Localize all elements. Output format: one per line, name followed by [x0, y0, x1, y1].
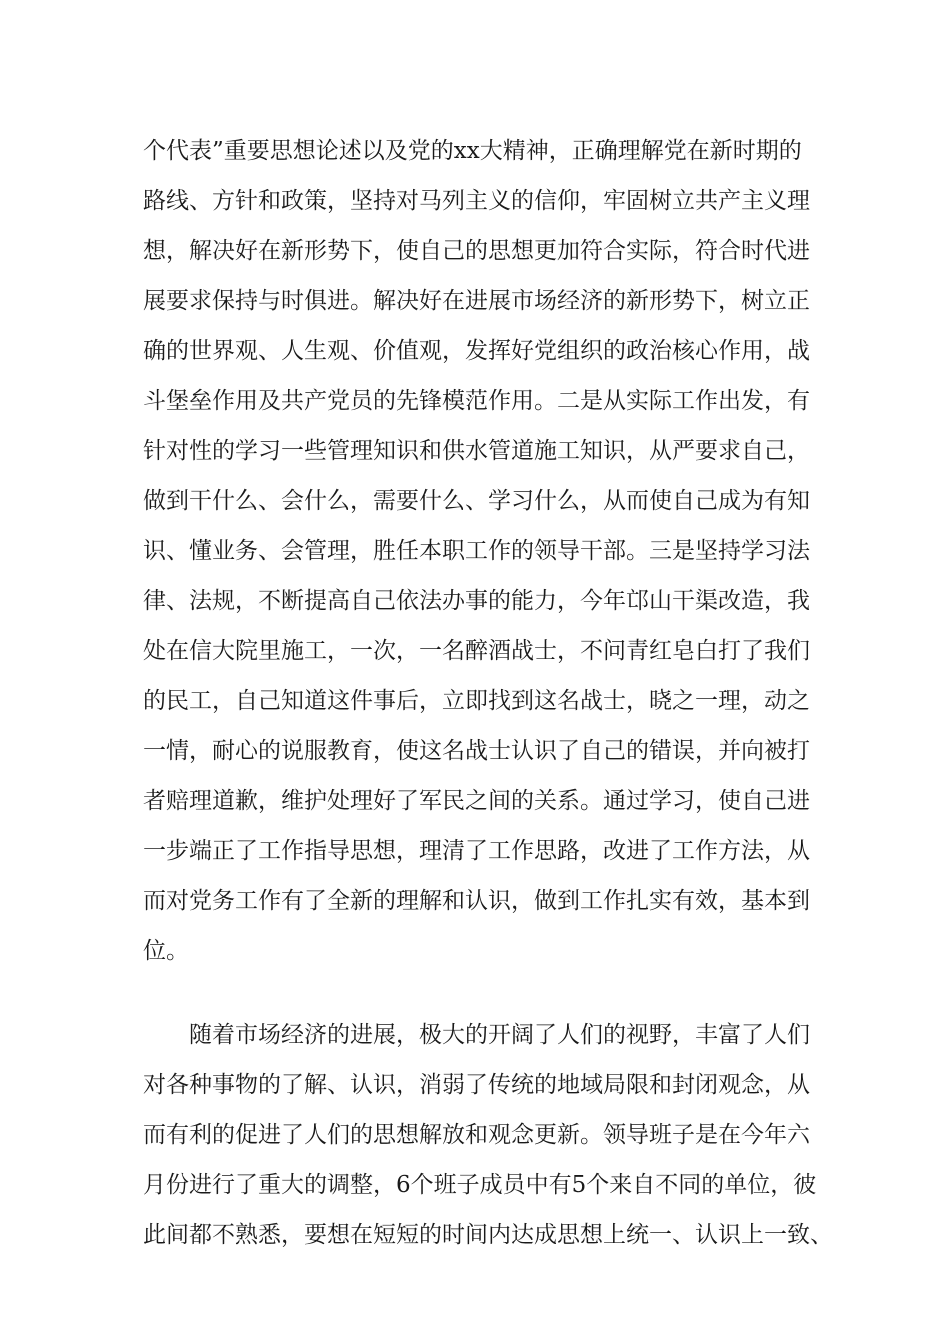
- text-line: 而对党务工作有了全新的理解和认识，做到工作扎实有效，基本到: [143, 888, 810, 914]
- text-line: 识、懂业务、会管理，胜任本职工作的领导干部。三是坚持学习法: [143, 538, 810, 564]
- text-line: 展要求保持与时俱进。解决好在进展市场经济的新形势下，树立正: [143, 288, 810, 314]
- text-line: 随着市场经济的进展，极大的开阔了人们的视野，丰富了人们: [143, 1022, 810, 1048]
- text-line: 一情，耐心的说服教育，使这名战士认识了自己的错误，并向被打: [143, 738, 810, 764]
- text-line: 此间都不熟悉，要想在短短的时间内达成思想上统一、认识上一致、: [143, 1222, 833, 1248]
- text-line: 的民工，自己知道这件事后，立即找到这名战士，晓之一理，动之: [143, 688, 810, 714]
- text-line: 位。: [143, 938, 189, 964]
- paragraph-2: [143, 1015, 833, 1265]
- text-line: 做到干什么、会什么，需要什么、学习什么，从而使自己成为有知: [143, 488, 810, 514]
- paragraph-1: [143, 131, 823, 981]
- document-body: [143, 131, 833, 1265]
- text-line: 针对性的学习一些管理知识和供水管道施工知识，从严要求自己，: [143, 438, 810, 464]
- text-line: 律、法规，不断提高自己依法办事的能力，今年邙山干渠改造，我: [143, 588, 810, 614]
- text-line: 斗堡垒作用及共产党员的先锋模范作用。二是从实际工作出发，有: [143, 388, 810, 414]
- text-line: 想，解决好在新形势下，使自己的思想更加符合实际，符合时代进: [143, 238, 810, 264]
- text-line: 路线、方针和政策，坚持对马列主义的信仰，牢固树立共产主义理: [143, 188, 810, 214]
- text-line: 月份进行了重大的调整，6个班子成员中有5个来自不同的单位，彼: [143, 1172, 817, 1198]
- text-line: 处在信大院里施工，一次，一名醉酒战士，不问青红皂白打了我们: [143, 638, 810, 664]
- text-line: 个代表”重要思想论述以及党的xx大精神，正确理解党在新时期的: [143, 138, 802, 164]
- paragraph-spacer: [143, 981, 823, 1015]
- text-line: 确的世界观、人生观、价值观，发挥好党组织的政治核心作用，战: [143, 338, 810, 364]
- text-line: 而有利的促进了人们的思想解放和观念更新。领导班子是在今年六: [143, 1122, 810, 1148]
- text-line: 对各种事物的了解、认识，消弱了传统的地域局限和封闭观念，从: [143, 1072, 810, 1098]
- text-line: 一步端正了工作指导思想，理清了工作思路，改进了工作方法，从: [143, 838, 810, 864]
- text-line: 者赔理道歉，维护处理好了军民之间的关系。通过学习，使自己进: [143, 788, 810, 814]
